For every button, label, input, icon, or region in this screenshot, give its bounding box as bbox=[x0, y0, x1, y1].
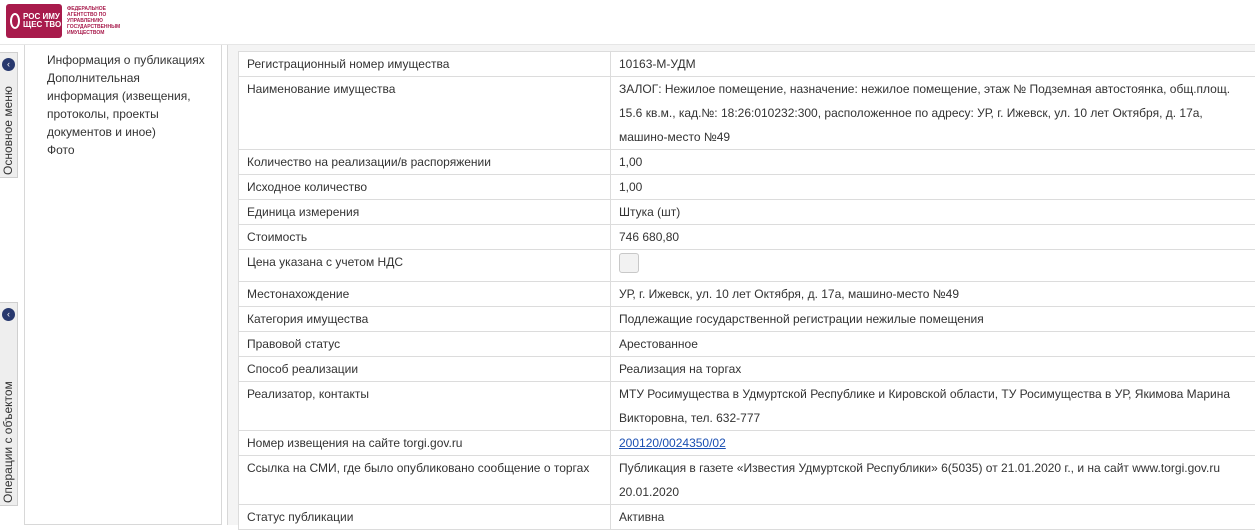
rosimushchestvo-logo[interactable] bbox=[6, 2, 137, 40]
publication-status-value: Активна bbox=[611, 505, 1255, 530]
row-label: Наименование имущества bbox=[239, 77, 611, 150]
location-value: УР, г. Ижевск, ул. 10 лет Октября, д. 17а, машино-место №49 bbox=[611, 282, 1255, 307]
logo-text: РОС ИМУ ЩЕС ТВО bbox=[23, 13, 62, 29]
property-name-value: ЗАЛОГ: Нежилое помещение, назначение: нежилое помещение, этаж № Подземная автостоянка, общ.площ. 15.6 кв.м., кад.№: 18:26:010232:300, расположенное по адресу: УР, г. Ижевск, ул. 10 лет Октября, д. 17а, машино-место №49 bbox=[611, 77, 1255, 150]
row-label: Местонахождение bbox=[239, 282, 611, 307]
row-label: Ссылка на СМИ, где было опубликовано сообщение о торгах bbox=[239, 456, 611, 505]
registration-number-value: 10163-М-УДМ bbox=[611, 52, 1255, 77]
property-details-panel bbox=[227, 45, 1255, 525]
cost-value: 746 680,80 bbox=[611, 225, 1255, 250]
unit-value: Штука (шт) bbox=[611, 200, 1255, 225]
row-label: Способ реализации bbox=[239, 357, 611, 382]
logo-mark bbox=[6, 4, 62, 38]
main-menu-label: Основное меню bbox=[1, 77, 15, 175]
row-label: Цена указана с учетом НДС bbox=[239, 250, 611, 282]
table-row bbox=[239, 175, 1255, 200]
nav-item-additional-info[interactable]: Дополнительная информация (извещения, протоколы, проекты документов и иное) bbox=[47, 69, 213, 141]
table-row bbox=[239, 200, 1255, 225]
object-operations-label: Операции с объектом bbox=[1, 327, 15, 503]
table-row bbox=[239, 52, 1255, 77]
vat-included-checkbox[interactable] bbox=[619, 253, 639, 273]
row-label: Статус публикации bbox=[239, 505, 611, 530]
app-header bbox=[0, 0, 1255, 45]
table-row bbox=[239, 456, 1255, 505]
table-row bbox=[239, 225, 1255, 250]
row-label: Единица измерения bbox=[239, 200, 611, 225]
sale-method-value: Реализация на торгах bbox=[611, 357, 1255, 382]
main-menu-tab[interactable] bbox=[0, 52, 18, 178]
table-row bbox=[239, 250, 1255, 282]
row-label: Исходное количество bbox=[239, 175, 611, 200]
eagle-emblem-icon bbox=[10, 13, 20, 29]
collapse-chevron-icon[interactable]: ‹ bbox=[2, 58, 15, 71]
section-nav bbox=[24, 45, 222, 525]
vat-included-cell bbox=[611, 250, 1255, 282]
table-row bbox=[239, 77, 1255, 150]
collapse-chevron-icon[interactable]: ‹ bbox=[2, 308, 15, 321]
row-label: Стоимость bbox=[239, 225, 611, 250]
row-label: Категория имущества bbox=[239, 307, 611, 332]
media-publication-value: Публикация в газете «Известия Удмуртской Республики» 6(5035) от 21.01.2020 г., и на сайт www.torgi.gov.ru 20.01.2020 bbox=[611, 456, 1255, 505]
object-operations-tab[interactable] bbox=[0, 302, 18, 506]
quantity-available-value: 1,00 bbox=[611, 150, 1255, 175]
notice-number-link[interactable]: 200120/0024350/02 bbox=[619, 436, 726, 450]
notice-number-cell bbox=[611, 431, 1255, 456]
logo-caption: ФЕДЕРАЛЬНОЕ АГЕНТСТВО ПО УПРАВЛЕНИЮ ГОСУДАРСТВЕННЫМ ИМУЩЕСТВОМ bbox=[67, 6, 137, 36]
nav-item-publications-info[interactable]: Информация о публикациях bbox=[47, 51, 213, 69]
row-label: Номер извещения на сайте torgi.gov.ru bbox=[239, 431, 611, 456]
table-row bbox=[239, 332, 1255, 357]
table-row bbox=[239, 382, 1255, 431]
table-row bbox=[239, 357, 1255, 382]
row-label: Регистрационный номер имущества bbox=[239, 52, 611, 77]
seller-contacts-value: МТУ Росимущества в Удмуртской Республике и Кировской области, ТУ Росимущества в УР, Якимова Марина Викторовна, тел. 632-777 bbox=[611, 382, 1255, 431]
table-row bbox=[239, 150, 1255, 175]
category-value: Подлежащие государственной регистрации нежилые помещения bbox=[611, 307, 1255, 332]
nav-item-photo[interactable]: Фото bbox=[47, 141, 213, 159]
table-row bbox=[239, 282, 1255, 307]
row-label: Реализатор, контакты bbox=[239, 382, 611, 431]
row-label: Правовой статус bbox=[239, 332, 611, 357]
table-row bbox=[239, 307, 1255, 332]
row-label: Количество на реализации/в распоряжении bbox=[239, 150, 611, 175]
table-row bbox=[239, 431, 1255, 456]
initial-quantity-value: 1,00 bbox=[611, 175, 1255, 200]
property-table bbox=[238, 51, 1255, 530]
legal-status-value: Арестованное bbox=[611, 332, 1255, 357]
table-row bbox=[239, 505, 1255, 530]
